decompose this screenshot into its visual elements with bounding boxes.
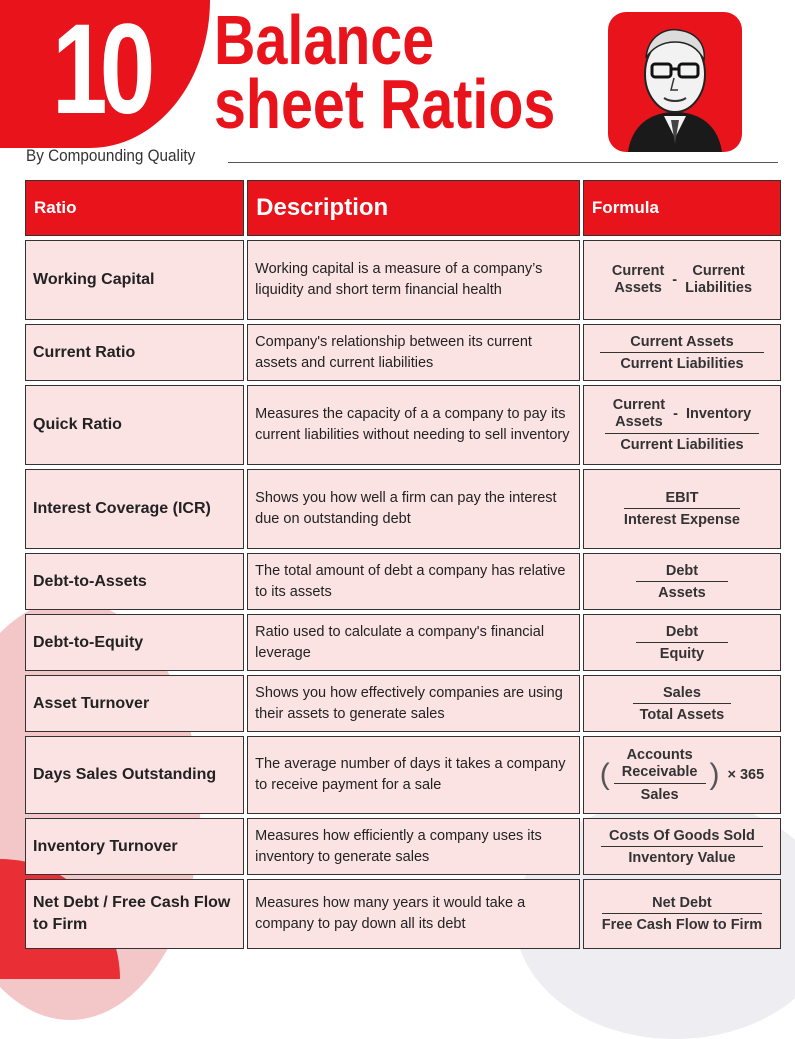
title-line-2: sheet Ratios (214, 65, 556, 143)
ratio-formula (583, 736, 781, 814)
table-row (25, 818, 781, 875)
ratio-description: Measures the capacity of a a company to pay its current liabilities without needing to sell inventory (247, 385, 580, 465)
open-paren: ( (599, 758, 610, 791)
formula-denominator: Current Liabilities (620, 355, 744, 372)
formula-term: Current (612, 397, 666, 413)
ratio-formula (583, 469, 781, 549)
formula-term: Liabilities (685, 280, 753, 296)
table-row (25, 385, 781, 465)
ratio-description: Shows you how effectively companies are using their assets to generate sales (247, 675, 580, 732)
ratio-description: Shows you how well a firm can pay the interest due on outstanding debt (247, 469, 580, 549)
formula-denominator: Sales (640, 786, 679, 803)
byline: By Compounding Quality (26, 146, 196, 165)
formula-numerator: Net Debt (602, 895, 762, 914)
table-row (25, 324, 781, 381)
header-divider (228, 162, 778, 163)
formula-denominator: Inventory Value (628, 849, 736, 866)
table-row (25, 553, 781, 610)
formula-term: Inventory (685, 405, 752, 422)
formula-numerator: Current Assets (600, 334, 763, 353)
close-paren: ) (709, 758, 720, 791)
ratio-description: Measures how many years it would take a company to pay down all its debt (247, 879, 580, 949)
formula-term: Accounts (626, 746, 693, 763)
ratio-formula (583, 324, 781, 381)
formula-operator: - (672, 271, 678, 288)
ratio-name: Asset Turnover (25, 675, 244, 732)
ratio-name: Days Sales Outstanding (25, 736, 244, 814)
table-row (25, 469, 781, 549)
ratio-formula (583, 553, 781, 610)
ratio-description: Working capital is a measure of a company’s liquidity and short term financial health (247, 240, 580, 320)
ratio-name: Debt-to-Assets (25, 553, 244, 610)
ratio-name: Net Debt / Free Cash Flow to Firm (25, 879, 244, 949)
title-line-1: Balance (214, 1, 435, 79)
formula-denominator: Current Liabilities (620, 437, 744, 453)
ratio-formula (583, 385, 781, 465)
formula-numerator: Sales (633, 685, 731, 704)
formula-denominator: Interest Expense (623, 512, 740, 528)
person-portrait-icon (608, 12, 742, 152)
big-number: 10 (52, 0, 148, 141)
ratio-description: The average number of days it takes a company to receive payment for a sale (247, 736, 580, 814)
formula-numerator: Debt (636, 563, 728, 582)
formula-term: Assets (614, 280, 662, 296)
ratio-name: Debt-to-Equity (25, 614, 244, 671)
ratio-formula (583, 240, 781, 320)
formula-term: Receivable (621, 763, 698, 780)
table-header-row (25, 180, 781, 236)
formula-denominator: Assets (658, 584, 706, 601)
ratios-table (22, 176, 784, 968)
table-row (25, 736, 781, 814)
column-header-description: Description (247, 180, 580, 236)
ratio-name: Quick Ratio (25, 385, 244, 465)
column-header-formula: Formula (583, 180, 781, 236)
ratio-name: Current Ratio (25, 324, 244, 381)
ratio-formula (583, 614, 781, 671)
formula-denominator: Free Cash Flow to Firm (601, 917, 763, 933)
formula-term: Current (611, 263, 665, 279)
ratio-name: Interest Coverage (ICR) (25, 469, 244, 549)
table-row (25, 614, 781, 671)
ratio-formula (583, 818, 781, 875)
ratio-formula (583, 879, 781, 949)
formula-operator: - (673, 405, 678, 422)
formula-term: Assets (615, 414, 663, 430)
column-header-ratio: Ratio (25, 180, 244, 236)
formula-multiplier: × 365 (727, 766, 765, 783)
formula-denominator: Equity (659, 645, 705, 662)
formula-numerator: Debt (636, 624, 728, 643)
ratio-name: Working Capital (25, 240, 244, 320)
formula-numerator: Costs Of Goods Sold (601, 828, 763, 847)
ratio-description: Company's relationship between its current assets and current liabilities (247, 324, 580, 381)
formula-numerator: EBIT (624, 490, 740, 509)
table-row (25, 879, 781, 949)
formula-denominator: Total Assets (639, 706, 725, 723)
table-row (25, 675, 781, 732)
page-title (214, 1, 556, 143)
formula-term: Current (692, 263, 745, 279)
ratio-description: Measures how efficiently a company uses its inventory to generate sales (247, 818, 580, 875)
ratio-formula (583, 675, 781, 732)
ratio-description: Ratio used to calculate a company's financial leverage (247, 614, 580, 671)
ratio-name: Inventory Turnover (25, 818, 244, 875)
ratio-description: The total amount of debt a company has relative to its assets (247, 553, 580, 610)
table-row (25, 240, 781, 320)
